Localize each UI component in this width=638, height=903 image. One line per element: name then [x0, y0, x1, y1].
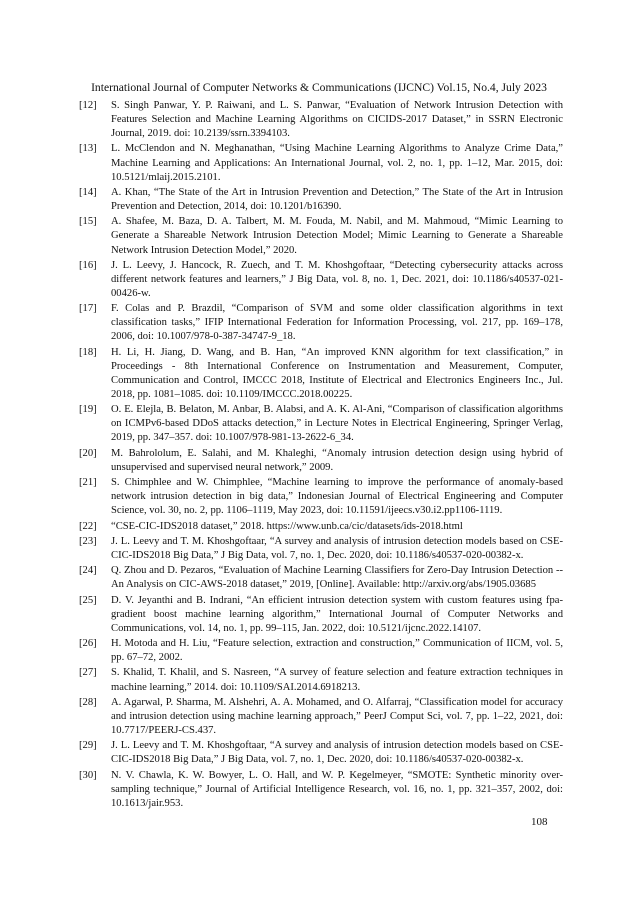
reference-number: [27]: [79, 667, 97, 679]
reference-item: [76, 739, 563, 767]
page-number: 108: [531, 816, 548, 828]
reference-text: S. Khalid, T. Khalil, and S. Nasreen, “A survey of feature selection and feature extraction techniques in machine learning,” 2014. doi: 10.1109/SAI.2014.6918213.: [111, 667, 563, 693]
reference-item: [76, 186, 563, 214]
reference-text: M. Bahrololum, E. Salahi, and M. Khaleghi, “Anomaly intrusion detection design using hybrid of unsupervised and supervised neural network,” 2009.: [111, 447, 563, 473]
reference-text: A. Agarwal, P. Sharma, M. Alshehri, A. A. Mohamed, and O. Alfarraj, “Classification model for accuracy and intrusion detection using machine learning approach,” PeerJ Comput Sci, vol. 7, pp. 1–22, 2021, doi: 10.7717/PEERJ-CS.437.: [111, 696, 563, 737]
reference-item: [76, 215, 563, 257]
running-header: International Journal of Computer Networks & Communications (IJCNC) Vol.15, No.4, July 2023: [91, 81, 547, 94]
reference-text: A. Khan, “The State of the Art in Intrusion Prevention and Detection,” The State of the Art in Intrusion Prevention and Detection, 2014, doi: 10.1201/b16390.: [111, 186, 563, 213]
reference-number: [19]: [79, 404, 97, 416]
reference-text: A. Shafee, M. Baza, D. A. Talbert, M. M. Fouda, M. Nabil, and M. Mahmoud, “Mimic Learning to Generate a Shareable Network Intrusion Detection Model; Mimic Learning to Generate a Shareable Network Intrusion Detection Model,” 2020.: [111, 216, 563, 256]
reference-item: [76, 259, 563, 301]
reference-item: [76, 447, 563, 475]
reference-number: [12]: [79, 100, 97, 111]
reference-number: [30]: [79, 769, 97, 781]
reference-text: H. Li, H. Jiang, D. Wang, and B. Han, “An improved KNN algorithm for text classification,” in Proceedings - 8th International Conference on Instrumentation and Measurement, Computer, Communication and Control, IMCCC 2018, Institute of Electrical and Electronics Engineers Inc., Jul. 2018, pp. 1081–1085. doi: 10.1109/IMCCC.2018.00225.: [111, 346, 563, 400]
reference-text: O. E. Elejla, B. Belaton, M. Anbar, B. Alabsi, and A. K. Al-Ani, “Comparison of classification algorithms on ICMPv6-based DDoS attacks detection,” in Lecture Notes in Electrical Engineering, Springer Verlag, 2019, pp. 347–357. doi: 10.1007/978-981-13-2622-6_34.: [111, 404, 563, 444]
reference-number: [29]: [79, 740, 97, 752]
reference-item: [76, 594, 563, 636]
reference-item: [76, 564, 563, 592]
reference-number: [25]: [79, 594, 97, 606]
reference-text: L. McClendon and N. Meghanathan, “Using Machine Learning Algorithms to Analyze Crime Data,” Machine Learning and Applications: An International Journal, vol. 2, no. 1, pp. 1–12, Mar. 2015, doi: 10.5121/mlaij.2015.2101.: [111, 143, 563, 183]
reference-text: H. Motoda and H. Liu, “Feature selection, extraction and construction,” Communication of IICM, vol. 5, pp. 67–72, 2002.: [111, 638, 563, 664]
reference-item: [76, 535, 563, 563]
reference-number: [18]: [79, 346, 97, 358]
reference-text: F. Colas and P. Brazdil, “Comparison of SVM and some older classification algorithms in text classification tasks,” IFIP International Federation for Information Processing, vol. 217, pp. 169–178, 2006, doi: 10.1007/978-0-387-34747-9_18.: [111, 303, 563, 343]
reference-item: [76, 476, 563, 518]
reference-item: [76, 99, 563, 141]
reference-item: [76, 403, 563, 445]
reference-item: [76, 520, 563, 534]
reference-number: [21]: [79, 477, 97, 489]
reference-number: [28]: [79, 696, 97, 708]
reference-number: [14]: [79, 186, 97, 198]
reference-item: [76, 302, 563, 344]
reference-text: Q. Zhou and D. Pezaros, “Evaluation of Machine Learning Classifiers for Zero-Day Intrusion Detection -- An Analysis on CIC-AWS-2018 dataset,” 2019, [Online]. Available: http://arxiv.org/abs/1905.03685: [111, 565, 563, 591]
reference-text: J. L. Leevy and T. M. Khoshgoftaar, “A survey and analysis of intrusion detection models based on CSE-CIC-IDS2018 Big Data,” J Big Data, vol. 7, no. 1, Dec. 2020, doi: 10.1186/s40537-020-00382-x.: [111, 535, 563, 561]
reference-text: J. L. Leevy, J. Hancock, R. Zuech, and T. M. Khoshgoftaar, “Detecting cybersecurity attacks across different network features and learners,” J Big Data, vol. 8, no. 1, Dec. 2021, doi: 10.1186/s40537-021-00426-w.: [111, 259, 563, 299]
reference-item: [76, 696, 563, 738]
reference-list: [76, 99, 563, 812]
reference-item: [76, 637, 563, 665]
reference-number: [23]: [79, 535, 97, 547]
reference-number: [17]: [79, 303, 97, 315]
reference-text: S. Chimphlee and W. Chimphlee, “Machine learning to improve the performance of anomaly-based network intrusion detection in big data,” Indonesian Journal of Electrical Engineering and Computer Science, vol. 30, no. 2, pp. 1106–1119, May 2023, doi: 10.11591/ijeecs.v30.i2.pp1106-1119.: [111, 477, 563, 517]
reference-number: [20]: [79, 447, 97, 459]
reference-item: [76, 346, 563, 402]
reference-number: [26]: [79, 638, 97, 650]
reference-text: J. L. Leevy and T. M. Khoshgoftaar, “A survey and analysis of intrusion detection models based on CSE-CIC-IDS2018 Big Data,” J Big Data, vol. 7, no. 1, Dec. 2020, doi: 10.1186/s40537-020-00382-x.: [111, 740, 563, 766]
reference-text: “CSE-CIC-IDS2018 dataset,” 2018. https://www.unb.ca/cic/datasets/ids-2018.html: [111, 520, 463, 532]
reference-number: [16]: [79, 259, 97, 271]
reference-text: D. V. Jeyanthi and B. Indrani, “An efficient intrusion detection system with custom features using fpa-gradient boost machine learning algorithm,” International Journal of Computer Networks and Communications, vol. 14, no. 1, pp. 99–115, Jan. 2022, doi: 10.5121/ijcnc.2022.14107.: [111, 594, 563, 634]
reference-number: [13]: [79, 143, 97, 155]
reference-text: N. V. Chawla, K. W. Bowyer, L. O. Hall, and W. P. Kegelmeyer, “SMOTE: Synthetic minority over-sampling technique,” Journal of Artificial Intelligence Research, vol. 16, no. 1, pp. 321–357, 2002, doi: 10.1613/jair.953.: [111, 769, 563, 809]
reference-number: [15]: [79, 216, 97, 228]
reference-number: [24]: [79, 565, 97, 577]
reference-text: S. Singh Panwar, Y. P. Raiwani, and L. S. Panwar, “Evaluation of Network Intrusion Detection with Features Selection and Machine Learning Algorithms on CICIDS-2017 Dataset,” in SSRN Electronic Journal, 2019. doi: 10.2139/ssrn.3394103.: [111, 100, 563, 140]
reference-item: [76, 666, 563, 694]
reference-item: [76, 769, 563, 811]
reference-item: [76, 142, 563, 184]
reference-number: [22]: [79, 520, 97, 532]
